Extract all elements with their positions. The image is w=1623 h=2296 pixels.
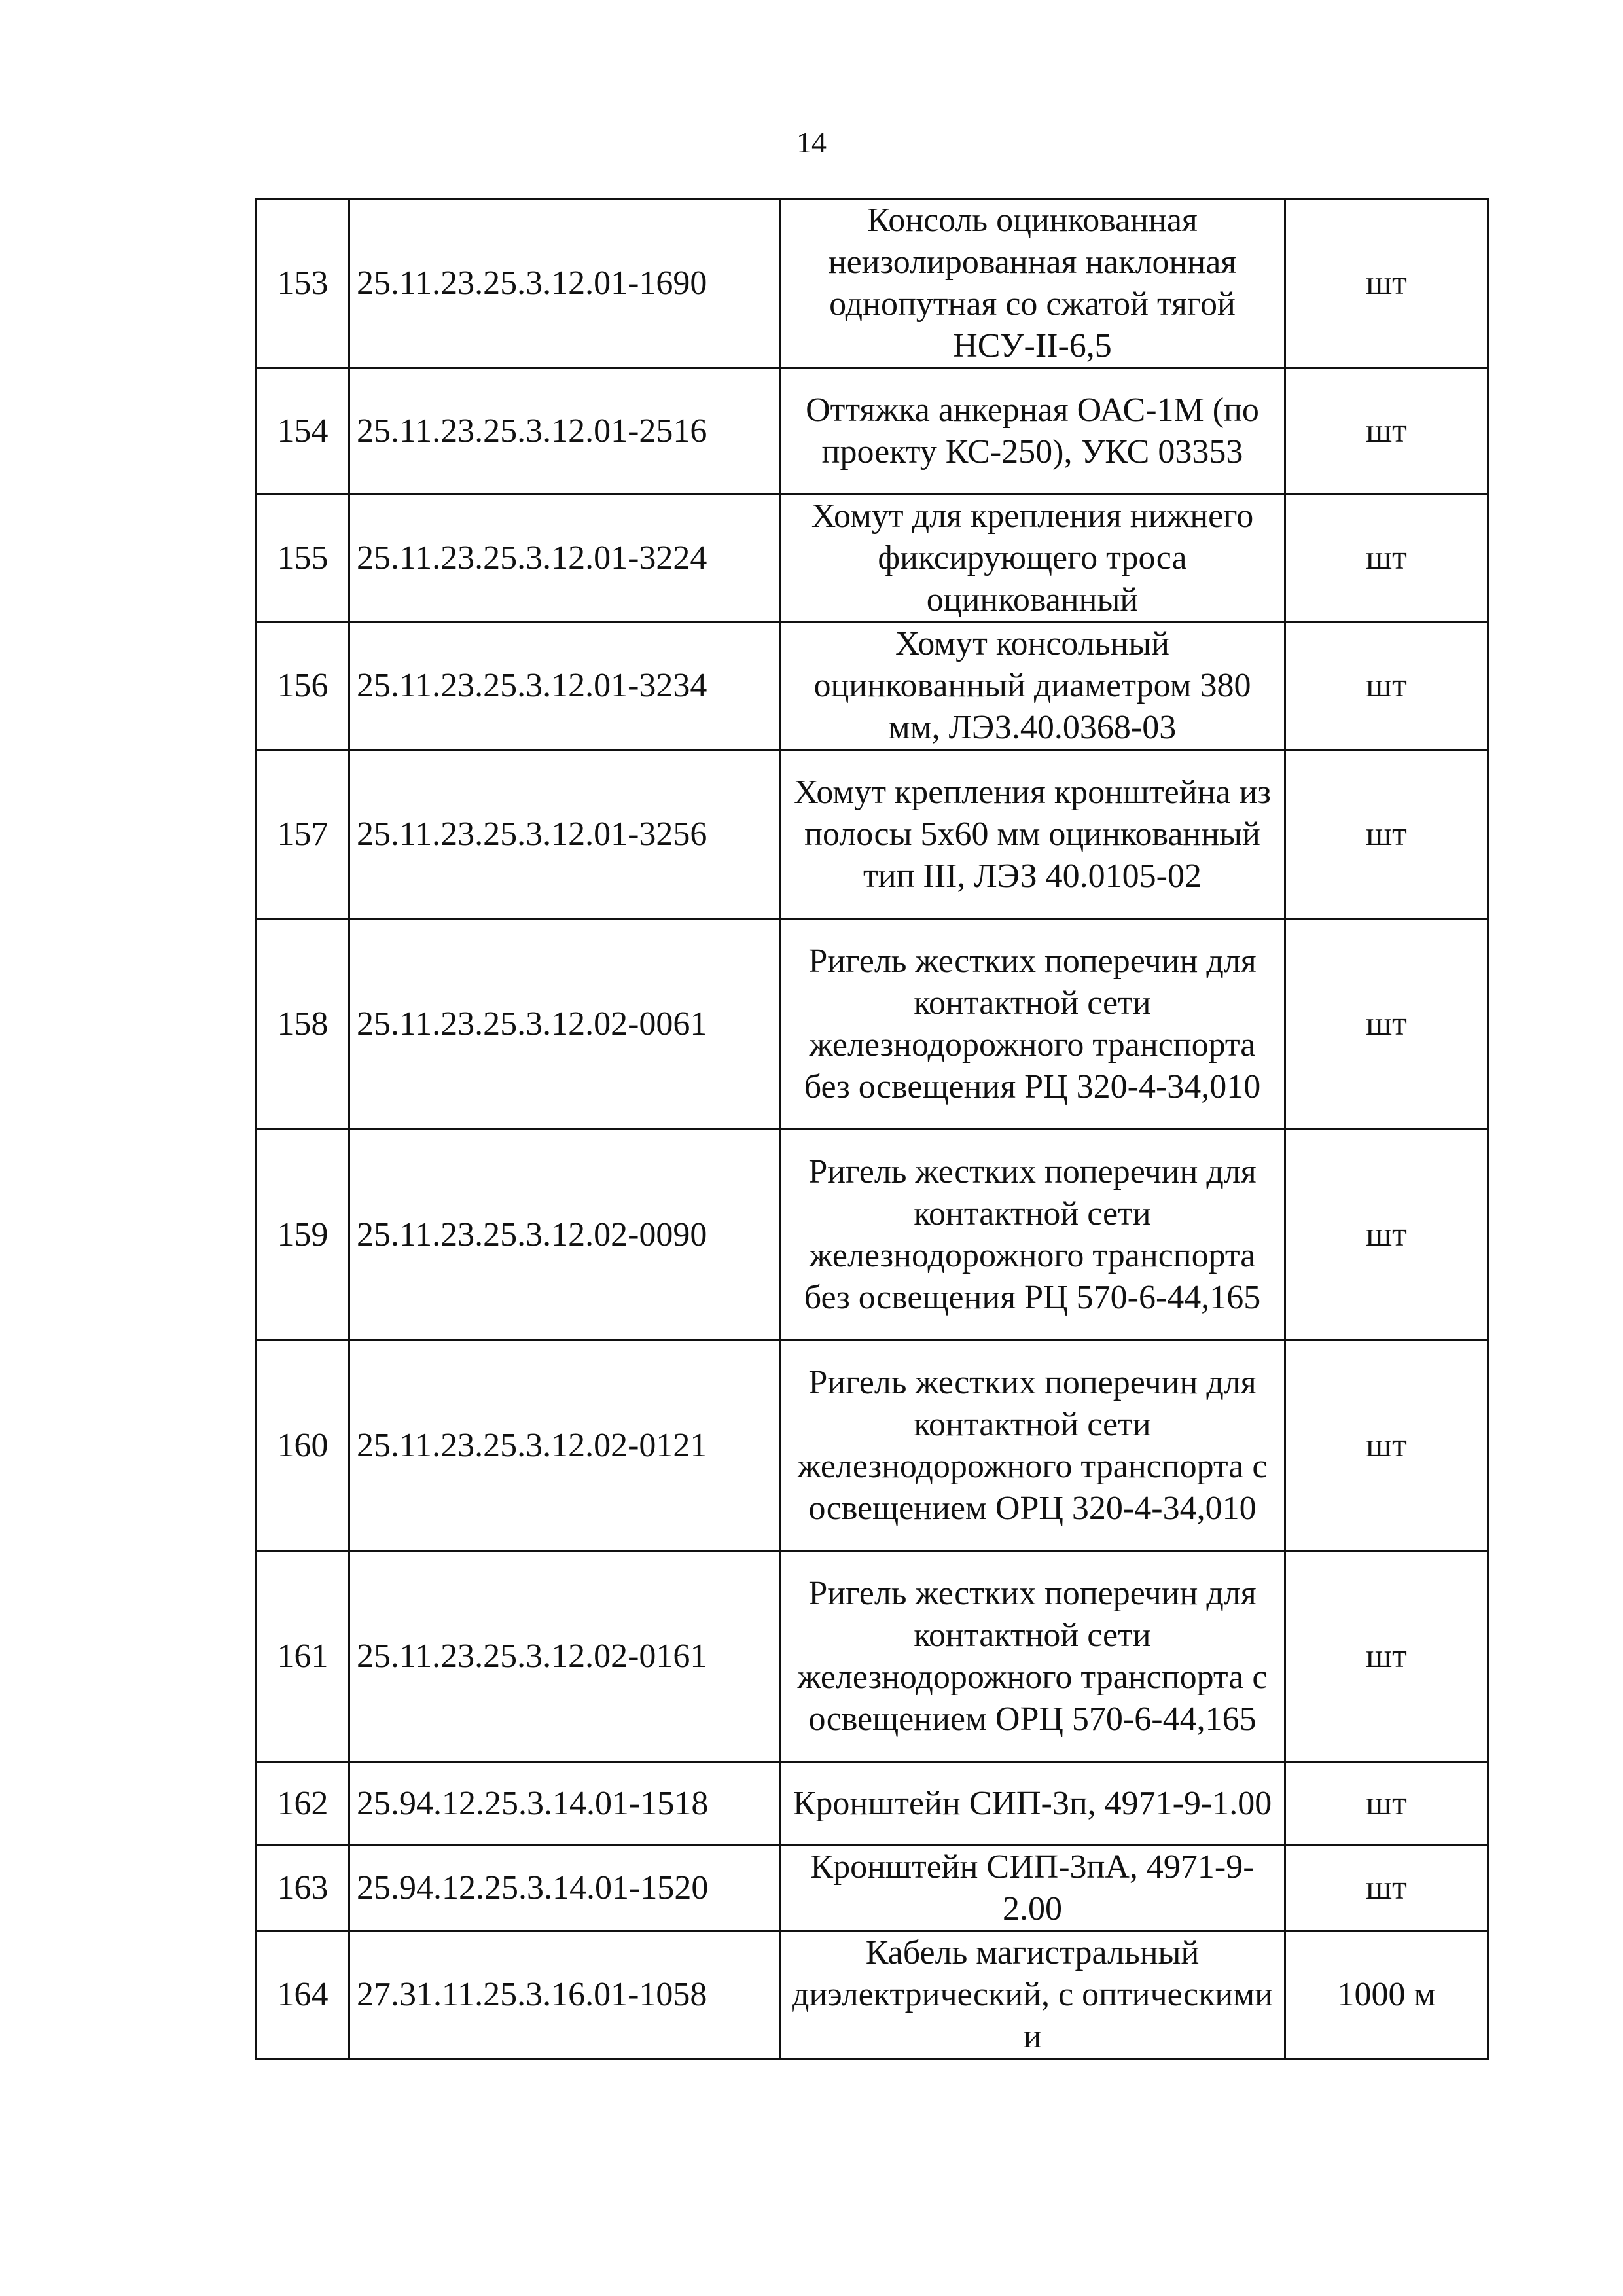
table-row — [257, 622, 1488, 750]
table-row — [257, 368, 1488, 495]
resource-code: 25.11.23.25.3.12.01-1690 — [349, 199, 780, 368]
resource-code: 25.11.23.25.3.12.01-3224 — [349, 495, 780, 622]
resource-code: 25.11.23.25.3.12.02-0161 — [349, 1551, 780, 1762]
table-row — [257, 1551, 1488, 1762]
resource-name: Хомут для крепления нижнего фиксирующего троса оцинкованный — [780, 495, 1285, 622]
resource-name: Хомут консольный оцинкованный диаметром 380 мм, ЛЭЗ.40.0368-03 — [780, 622, 1285, 750]
resource-name: Кронштейн СИП-3п, 4971-9-1.00 — [780, 1762, 1285, 1846]
unit-of-measure: шт — [1285, 750, 1488, 919]
unit-of-measure: шт — [1285, 919, 1488, 1130]
table-row — [257, 1762, 1488, 1846]
resource-name: Ригель жестких поперечин для контактной сети железнодорожного транспорта без освещения РЦ 570-6-44,165 — [780, 1130, 1285, 1340]
table-row — [257, 495, 1488, 622]
resource-code: 25.94.12.25.3.14.01-1518 — [349, 1762, 780, 1846]
unit-of-measure: шт — [1285, 1130, 1488, 1340]
resource-name: Консоль оцинкованная неизолированная наклонная однопутная со сжатой тягой НСУ-II-6,5 — [780, 199, 1285, 368]
resource-name: Ригель жестких поперечин для контактной сети железнодорожного транспорта с освещением ОРЦ 570-6-44,165 — [780, 1551, 1285, 1762]
resource-name: Кронштейн СИП-3пА, 4971-9-2.00 — [780, 1846, 1285, 1931]
table-row — [257, 750, 1488, 919]
row-number: 161 — [257, 1551, 349, 1762]
table-row — [257, 1931, 1488, 2059]
table-row — [257, 1130, 1488, 1340]
resource-code: 25.11.23.25.3.12.01-3234 — [349, 622, 780, 750]
resource-code: 25.11.23.25.3.12.02-0121 — [349, 1340, 780, 1551]
unit-of-measure: шт — [1285, 368, 1488, 495]
resource-name: Кабель магистральный диэлектрический, с оптическими и — [780, 1931, 1285, 2059]
resource-code: 27.31.11.25.3.16.01-1058 — [349, 1931, 780, 2059]
resource-code: 25.11.23.25.3.12.02-0090 — [349, 1130, 780, 1340]
resource-code: 25.11.23.25.3.12.02-0061 — [349, 919, 780, 1130]
row-number: 160 — [257, 1340, 349, 1551]
unit-of-measure: шт — [1285, 199, 1488, 368]
row-number: 155 — [257, 495, 349, 622]
unit-of-measure: шт — [1285, 1340, 1488, 1551]
unit-of-measure: шт — [1285, 1551, 1488, 1762]
row-number: 163 — [257, 1846, 349, 1931]
unit-of-measure: шт — [1285, 495, 1488, 622]
row-number: 157 — [257, 750, 349, 919]
row-number: 153 — [257, 199, 349, 368]
row-number: 164 — [257, 1931, 349, 2059]
unit-of-measure: шт — [1285, 1846, 1488, 1931]
page-number: 14 — [796, 126, 827, 159]
materials-table — [255, 198, 1489, 2060]
unit-of-measure: 1000 м — [1285, 1931, 1488, 2059]
unit-of-measure: шт — [1285, 622, 1488, 750]
row-number: 158 — [257, 919, 349, 1130]
table-row — [257, 919, 1488, 1130]
table-row — [257, 1340, 1488, 1551]
resource-code: 25.11.23.25.3.12.01-3256 — [349, 750, 780, 919]
row-number: 154 — [257, 368, 349, 495]
table-row — [257, 199, 1488, 368]
resource-code: 25.94.12.25.3.14.01-1520 — [349, 1846, 780, 1931]
resource-code: 25.11.23.25.3.12.01-2516 — [349, 368, 780, 495]
row-number: 159 — [257, 1130, 349, 1340]
table-row — [257, 1846, 1488, 1931]
row-number: 156 — [257, 622, 349, 750]
resource-name: Хомут крепления кронштейна из полосы 5x60 мм оцинкованный тип III, ЛЭЗ 40.0105-02 — [780, 750, 1285, 919]
resource-name: Оттяжка анкерная ОАС-1М (по проекту КС-250), УКС 03353 — [780, 368, 1285, 495]
resource-name: Ригель жестких поперечин для контактной сети железнодорожного транспорта без освещения РЦ 320-4-34,010 — [780, 919, 1285, 1130]
row-number: 162 — [257, 1762, 349, 1846]
unit-of-measure: шт — [1285, 1762, 1488, 1846]
resource-name: Ригель жестких поперечин для контактной сети железнодорожного транспорта с освещением ОРЦ 320-4-34,010 — [780, 1340, 1285, 1551]
